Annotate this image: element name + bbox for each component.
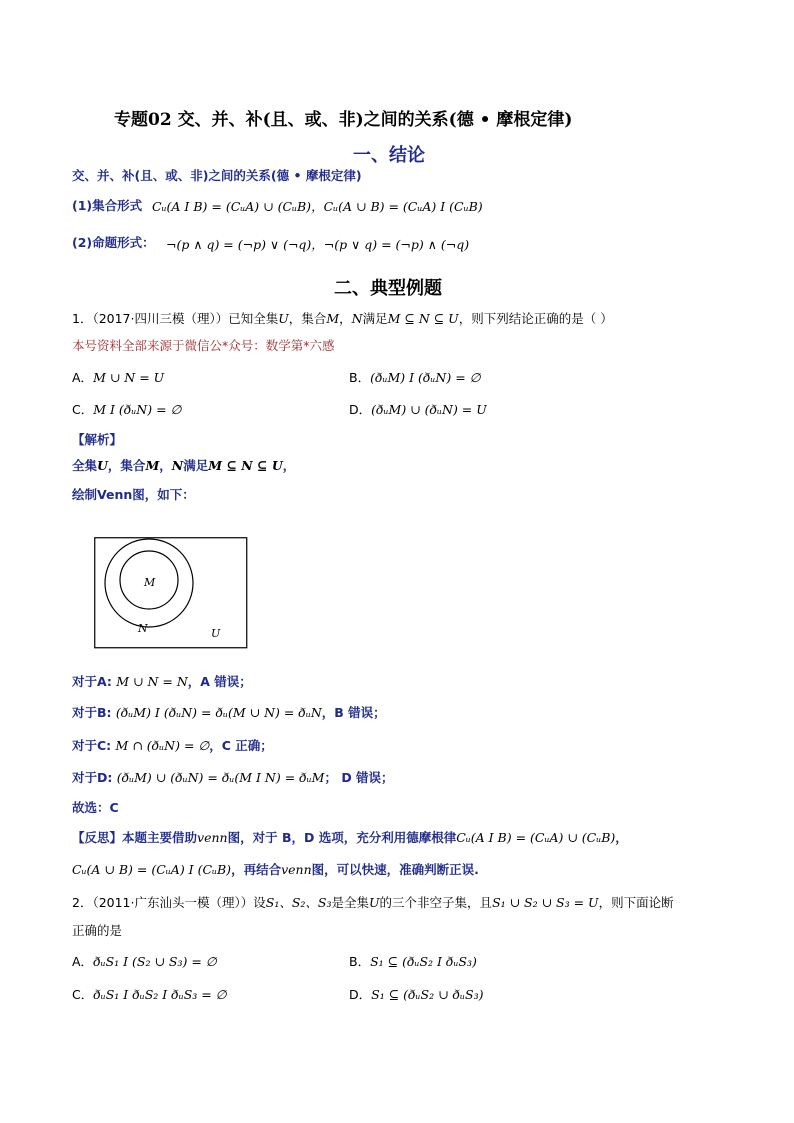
q1-check-c-math: M ∩ (ðᵤN) = ∅ [115,738,210,753]
q1-reflect-text-a: 本题主要借助 [122,830,198,845]
q1-check-c-label: 对于C: [72,738,112,753]
q2-option-a-text: ðᵤS₁ I (S₂ ∪ S₃) = ∅ [93,954,217,969]
q1-option-c[interactable] [72,400,181,418]
prop-form-label: (2)命题形式： [72,235,155,250]
q1-analysis-tag: 【解析】 [72,432,123,447]
q1-check-d [72,768,394,786]
q1-check-b [72,703,386,721]
q1-stem-M: M [326,311,340,326]
q2-option-c-text: ðᵤS₁ I ðᵤS₂ I ðᵤS₃ = ∅ [93,987,227,1002]
q2-option-d-text: S₁ ⊆ (ðᵤS₂ ∪ ðᵤS₃) [371,987,484,1002]
q1-option-d-label: D． [349,402,372,417]
q1-a-condition: M ⊆ N ⊆ U [208,458,283,473]
q1-a-M: M [145,458,160,473]
q2-option-b-label: B． [349,954,371,969]
q2-option-d-label: D． [349,987,372,1002]
q1-a-text-e: ， [159,458,172,473]
q1-reflection-line1 [72,828,628,846]
q1-check-a-math: M ∪ N = N [116,674,188,689]
q2-stem-line2: 正确的是 [72,923,123,938]
q1-stem-text-e: ， [339,311,352,326]
q1-a-text-g: 满足 [183,458,209,473]
q1-stem [72,309,613,327]
q1-a-text-i: ， [282,458,296,473]
set-form-label: (1)集合形式 [72,198,143,213]
q1-stem-U: U [278,311,289,326]
q1-reflect-formula1: Cᵤ(A I B) = (CᵤA) ∪ (CᵤB) [456,830,616,845]
q1-a-text-c: ，集合 [107,458,146,473]
q1-check-c [72,736,273,754]
q1-stem-text-c: ，集合 [288,311,327,326]
q1-a-text-a: 全集 [72,458,98,473]
q1-a-U: U [97,458,108,473]
q2-stem-line1 [72,893,674,911]
q1-reflect-text-c: ， [615,830,628,845]
q1-stem-condition: M ⊆ N ⊆ U [387,311,459,326]
q1-stem-text-i: ，则下列结论正确的是（ ） [458,311,613,326]
venn-label-m: M [144,576,156,589]
q1-reflect-text-d: ，再结合 [231,862,282,877]
q1-check-b-tail: ，B 错误； [321,705,386,720]
q1-check-d-tail: ； D 错误； [324,770,394,785]
q1-option-d[interactable] [349,400,487,418]
q2-stem-sets: S₁、S₂、S₃ [265,895,332,910]
q1-stem-text-g: 满足 [362,311,388,326]
q1-check-a-label: 对于A: [72,674,112,689]
section-heading-examples: 二、典型例题 [334,278,442,299]
q1-option-c-label: C． [72,402,94,417]
q1-reflect-venn: venn [197,830,228,845]
q1-stem-N: N [351,311,363,326]
q2-option-a-label: A． [72,954,94,969]
q1-stem-text-a: 1．（2017·四川三模（理））已知全集 [72,311,279,326]
q1-a-N: N [171,458,184,473]
q2-option-d[interactable] [349,985,483,1003]
q2-option-b-text: S₁ ⊆ (ðᵤS₂ I ðᵤS₃) [370,954,477,969]
q1-venn-intro: 绘制Venn图，如下： [72,487,195,502]
q1-option-b[interactable] [349,368,481,386]
set-form-formula: Cᵤ(A I B) = (CᵤA) ∪ (CᵤB)，Cᵤ(A ∪ B) = (CᵤA) I (CᵤB) [152,199,483,214]
q1-option-b-label: B． [349,370,371,385]
q2-option-a[interactable] [72,952,217,970]
q2-stem-text-c: 是全集 [331,895,369,910]
conclusion-intro: 交、并、补(且、或、非)之间的关系(德 • 摩根定律) [72,168,362,183]
q1-option-a-text: M ∪ N = U [93,370,165,385]
venn-label-u: U [211,627,221,640]
q2-option-c[interactable] [72,985,227,1003]
q1-reflect-text-e: 图，可以快速，准确判断正误. [311,862,479,877]
q2-stem-union: S₁ ∪ S₂ ∪ S₃ = U [492,895,599,910]
venn-label-n: N [138,622,148,635]
q1-check-a [72,672,252,690]
q2-stem-text-e: 的三个非空子集，且 [379,895,493,910]
q1-answer: 故选：C [72,800,119,815]
q2-stem-U: U [369,895,380,910]
q1-reflect-formula2: Cᵤ(A ∪ B) = (CᵤA) I (CᵤB) [72,862,232,877]
q1-source-notice: 本号资料全部来源于微信公*众号：数学第*六感 [72,338,335,353]
q2-option-b[interactable] [349,952,477,970]
q2-stem-text-g: ，则下面论断 [598,895,674,910]
q1-check-b-math: (ðᵤM) I (ðᵤN) = ðᵤ(M ∪ N) = ðᵤN [115,705,322,720]
q1-option-d-text: (ðᵤM) ∪ (ðᵤN) = U [371,402,487,417]
prop-form-formula: ¬(p ∧ q) = (¬p) ∨ (¬q)，¬(p ∨ q) = (¬p) ∧ (¬q) [166,237,470,252]
q1-check-a-tail: ，A 错误； [187,674,252,689]
q1-reflection-line2 [72,860,479,878]
q1-check-c-tail: ，C 正确； [209,738,273,753]
q1-reflect-venn2: venn [281,862,312,877]
venn-universe-box [95,538,247,648]
q1-reflect-text-b: 图，对于 B，D 选项，充分利用德摩根律 [227,830,457,845]
q1-option-a-label: A． [72,370,94,385]
q1-check-d-math: (ðᵤM) ∪ (ðᵤN) = ðᵤ(M I N) = ðᵤM [116,770,325,785]
q1-reflect-tag: 【反思】 [72,830,123,845]
q2-stem-text-a: 2．（2011·广东汕头一模（理））设 [72,895,266,910]
q1-option-b-text: (ðᵤM) I (ðᵤN) = ∅ [370,370,481,385]
q1-analysis-line1 [72,456,295,474]
q1-option-c-text: M I (ðᵤN) = ∅ [93,402,182,417]
page-title: 专题02 交、并、补(且、或、非)之间的关系(德 • 摩根定律) [114,110,573,130]
q1-check-b-label: 对于B: [72,705,112,720]
q2-option-c-label: C． [72,987,94,1002]
venn-diagram [94,537,248,649]
section-heading-conclusion: 一、结论 [353,145,425,166]
q1-option-a[interactable] [72,368,164,386]
q1-check-d-label: 对于D: [72,770,113,785]
